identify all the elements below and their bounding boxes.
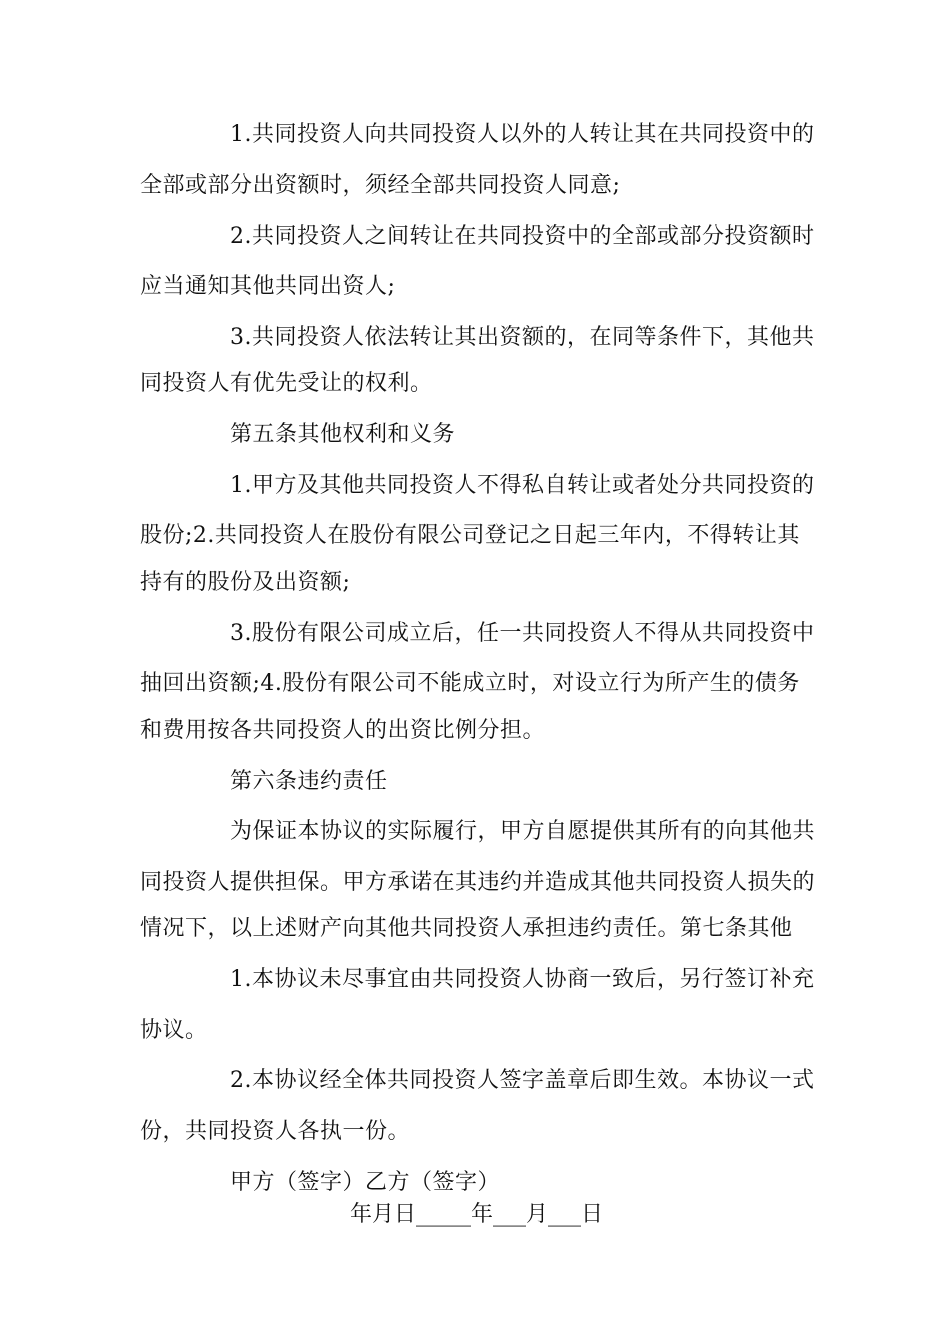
paragraph-line: 情况下，以上述财产向其他共同投资人承担违约责任。第七条其他 [140,916,793,941]
paragraph-line: 持有的股份及出资额; [140,570,351,595]
paragraph-line: 为保证本协议的实际履行，甲方自愿提供其所有的向其他共 [230,819,816,844]
paragraph-line: 同投资人有优先受让的权利。 [140,371,433,396]
paragraph-line: 1.共同投资人向共同投资人以外的人转让其在共同投资中的 [230,122,815,147]
section-heading: 第五条其他权利和义务 [230,422,456,447]
paragraph-line: 和费用按各共同投资人的出资比例分担。 [140,718,546,743]
paragraph-line: 应当通知其他共同出资人; [140,274,396,299]
paragraph-line: 1.本协议未尽事宜由共同投资人协商一致后，另行签订补充 [230,967,815,992]
paragraph-line: 2.共同投资人之间转让在共同投资中的全部或部分投资额时 [230,224,815,249]
paragraph-line: 2.本协议经全体共同投资人签字盖章后即生效。本协议一式 [230,1068,815,1093]
paragraph-line: 份，共同投资人各执一份。 [140,1119,411,1144]
date-line: 年月日_____年___月___日 [350,1202,604,1227]
signature-line: 甲方（签字）乙方（签字） [230,1170,501,1195]
paragraph-line: 1.甲方及其他共同投资人不得私自转让或者处分共同投资的 [230,473,815,498]
paragraph-line: 协议。 [140,1018,208,1043]
paragraph-line: 全部或部分出资额时，须经全部共同投资人同意; [140,173,621,198]
paragraph-line: 3.共同投资人依法转让其出资额的，在同等条件下，其他共 [230,325,815,350]
paragraph-line: 同投资人提供担保。甲方承诺在其违约并造成其他共同投资人损失的 [140,870,816,895]
section-heading: 第六条违约责任 [230,769,388,794]
paragraph-line: 股份;2.共同投资人在股份有限公司登记之日起三年内，不得转让其 [140,523,800,548]
paragraph-line: 3.股份有限公司成立后，任一共同投资人不得从共同投资中 [230,621,815,646]
paragraph-line: 抽回出资额;4.股份有限公司不能成立时，对设立行为所产生的债务 [140,671,800,696]
